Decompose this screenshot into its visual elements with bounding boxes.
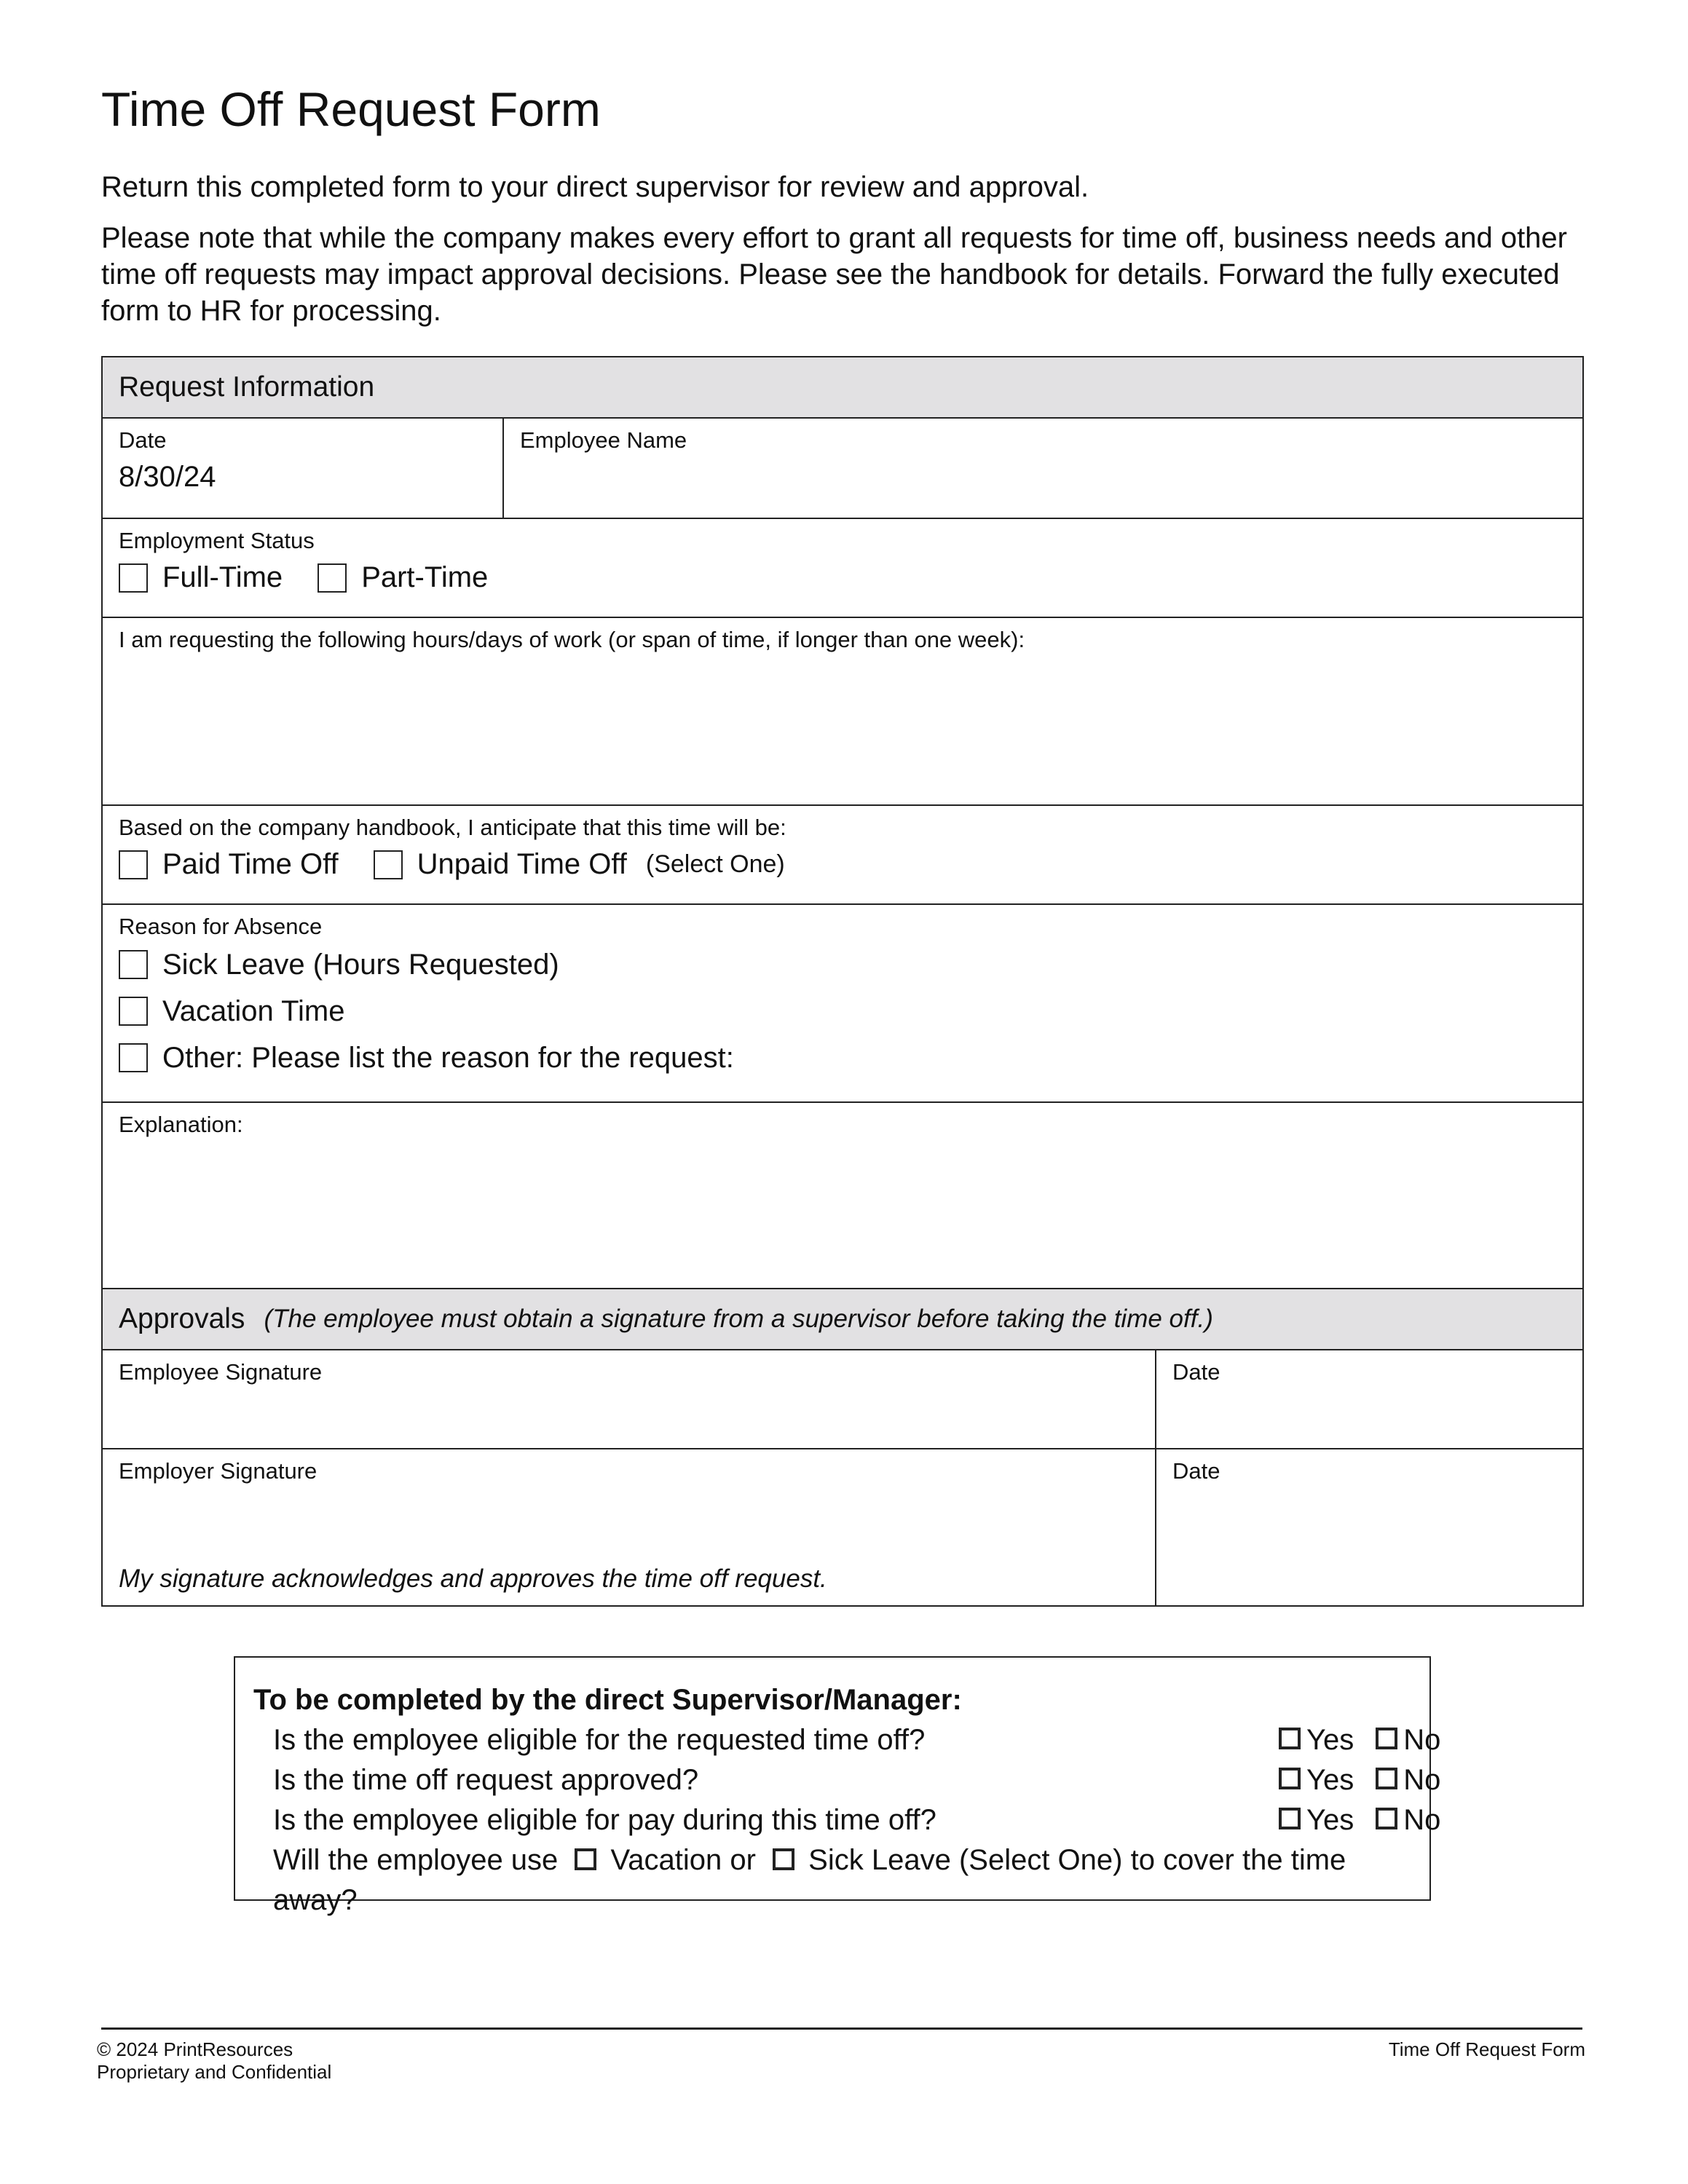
question-text: Is the employee eligible for the requested time off? xyxy=(273,1724,926,1756)
yes-label: Yes xyxy=(1306,1804,1354,1836)
leave-type-question xyxy=(253,1840,1429,1916)
employee-signature-field[interactable] xyxy=(103,1350,1155,1448)
section-title: Request Information xyxy=(119,371,375,403)
other-reason-checkbox[interactable] xyxy=(119,1043,148,1072)
vacation-time-label: Vacation Time xyxy=(162,994,345,1027)
no-label: No xyxy=(1403,1804,1441,1836)
copyright-text: © 2024 PrintResources xyxy=(97,2038,293,2060)
approvals-header xyxy=(103,1289,1582,1350)
pay-no-checkbox[interactable] xyxy=(1376,1808,1397,1829)
requested-hours-label: I am requesting the following hours/days of work (or span of time, if longer than one week): xyxy=(119,627,1025,652)
employee-name-label: Employee Name xyxy=(520,427,687,453)
eligible-no-checkbox[interactable] xyxy=(1376,1728,1397,1749)
page-title: Time Off Request Form xyxy=(101,82,601,136)
part-time-checkbox[interactable] xyxy=(318,563,347,593)
eligibility-question xyxy=(253,1720,1441,1760)
employee-signature-label: Employee Signature xyxy=(119,1359,323,1385)
paid-time-off-checkbox[interactable] xyxy=(119,850,148,879)
employee-signature-date-field[interactable] xyxy=(1155,1350,1582,1448)
footer-form-title: Time Off Request Form xyxy=(1388,2038,1585,2060)
no-label: No xyxy=(1403,1724,1441,1756)
date-field[interactable] xyxy=(103,419,502,518)
employer-signature-field[interactable] xyxy=(103,1449,1155,1605)
approved-no-checkbox[interactable] xyxy=(1376,1768,1397,1789)
question-text: Is the employee eligible for pay during this time off? xyxy=(273,1804,936,1836)
approved-yes-checkbox[interactable] xyxy=(1279,1768,1301,1789)
unpaid-time-off-label: Unpaid Time Off xyxy=(417,848,627,880)
explanation-label: Explanation: xyxy=(119,1112,243,1137)
pay-yes-checkbox[interactable] xyxy=(1279,1808,1301,1829)
approvals-title: Approvals xyxy=(119,1303,245,1334)
supervisor-section xyxy=(234,1656,1441,1916)
use-sick-leave-label: Sick Leave (Select One) to cover the time away? xyxy=(273,1844,1346,1916)
employee-signature-date-label: Date xyxy=(1172,1359,1220,1385)
request-information-header xyxy=(103,357,1582,419)
vacation-time-checkbox[interactable] xyxy=(119,997,148,1026)
footer-divider xyxy=(101,2027,1582,2030)
reason-label: Reason for Absence xyxy=(119,914,323,939)
use-vacation-checkbox[interactable] xyxy=(575,1848,596,1870)
use-sick-leave-checkbox[interactable] xyxy=(773,1848,794,1870)
pay-eligibility-question xyxy=(253,1800,1441,1840)
pay-type-row xyxy=(103,806,1582,905)
other-reason-label: Other: Please list the reason for the request: xyxy=(162,1041,734,1074)
handbook-label: Based on the company handbook, I anticipate that this time will be: xyxy=(119,815,786,840)
date-name-row xyxy=(103,419,1582,519)
explanation-field[interactable] xyxy=(103,1103,1582,1289)
employee-name-field[interactable] xyxy=(502,419,1582,518)
confidential-text: Proprietary and Confidential xyxy=(97,2061,332,2083)
reason-row xyxy=(103,905,1582,1103)
acknowledgement-text: My signature acknowledges and approves the time off request. xyxy=(119,1564,827,1593)
approvals-note: (The employee must obtain a signature from a supervisor before taking the time off.) xyxy=(264,1305,1213,1333)
employment-status-row xyxy=(103,519,1582,618)
full-time-checkbox[interactable] xyxy=(119,563,148,593)
select-one-hint: (Select One) xyxy=(645,850,785,878)
request-form xyxy=(101,356,1584,1607)
eligible-yes-checkbox[interactable] xyxy=(1279,1728,1301,1749)
supervisor-title: To be completed by the direct Supervisor/Manager: xyxy=(253,1684,962,1716)
no-label: No xyxy=(1403,1764,1441,1796)
yes-label: Yes xyxy=(1306,1764,1354,1796)
date-value: 8/30/24 xyxy=(119,461,216,493)
employer-signature-label: Employer Signature xyxy=(119,1458,318,1484)
footer-left xyxy=(97,2038,331,2084)
date-label: Date xyxy=(119,427,167,453)
sick-leave-label: Sick Leave (Hours Requested) xyxy=(162,948,559,981)
paid-time-off-label: Paid Time Off xyxy=(162,848,339,880)
question-text: Is the time off request approved? xyxy=(273,1764,699,1796)
part-time-label: Part-Time xyxy=(361,561,489,593)
employer-signature-date-field[interactable] xyxy=(1155,1449,1582,1605)
employer-signature-row xyxy=(103,1449,1582,1605)
leave-question-prefix: Will the employee use xyxy=(273,1844,559,1876)
intro-note: Please note that while the company makes every effort to grant all requests for time off, business needs and other time off requests may impact approval decisions. Please see the handbook for details. Forward the fully executed form to HR for processing. xyxy=(101,222,1567,327)
employee-signature-row xyxy=(103,1350,1582,1449)
unpaid-time-off-checkbox[interactable] xyxy=(374,850,403,879)
intro-instructions: Return this completed form to your direct supervisor for review and approval. xyxy=(101,171,1089,203)
employer-signature-date-label: Date xyxy=(1172,1458,1220,1484)
employment-status-label: Employment Status xyxy=(119,528,315,553)
requested-hours-field[interactable] xyxy=(103,618,1582,806)
sick-leave-checkbox[interactable] xyxy=(119,950,148,979)
approval-question xyxy=(253,1760,1441,1800)
yes-label: Yes xyxy=(1306,1724,1354,1756)
use-vacation-label: Vacation or xyxy=(610,1844,756,1876)
full-time-label: Full-Time xyxy=(162,561,283,593)
